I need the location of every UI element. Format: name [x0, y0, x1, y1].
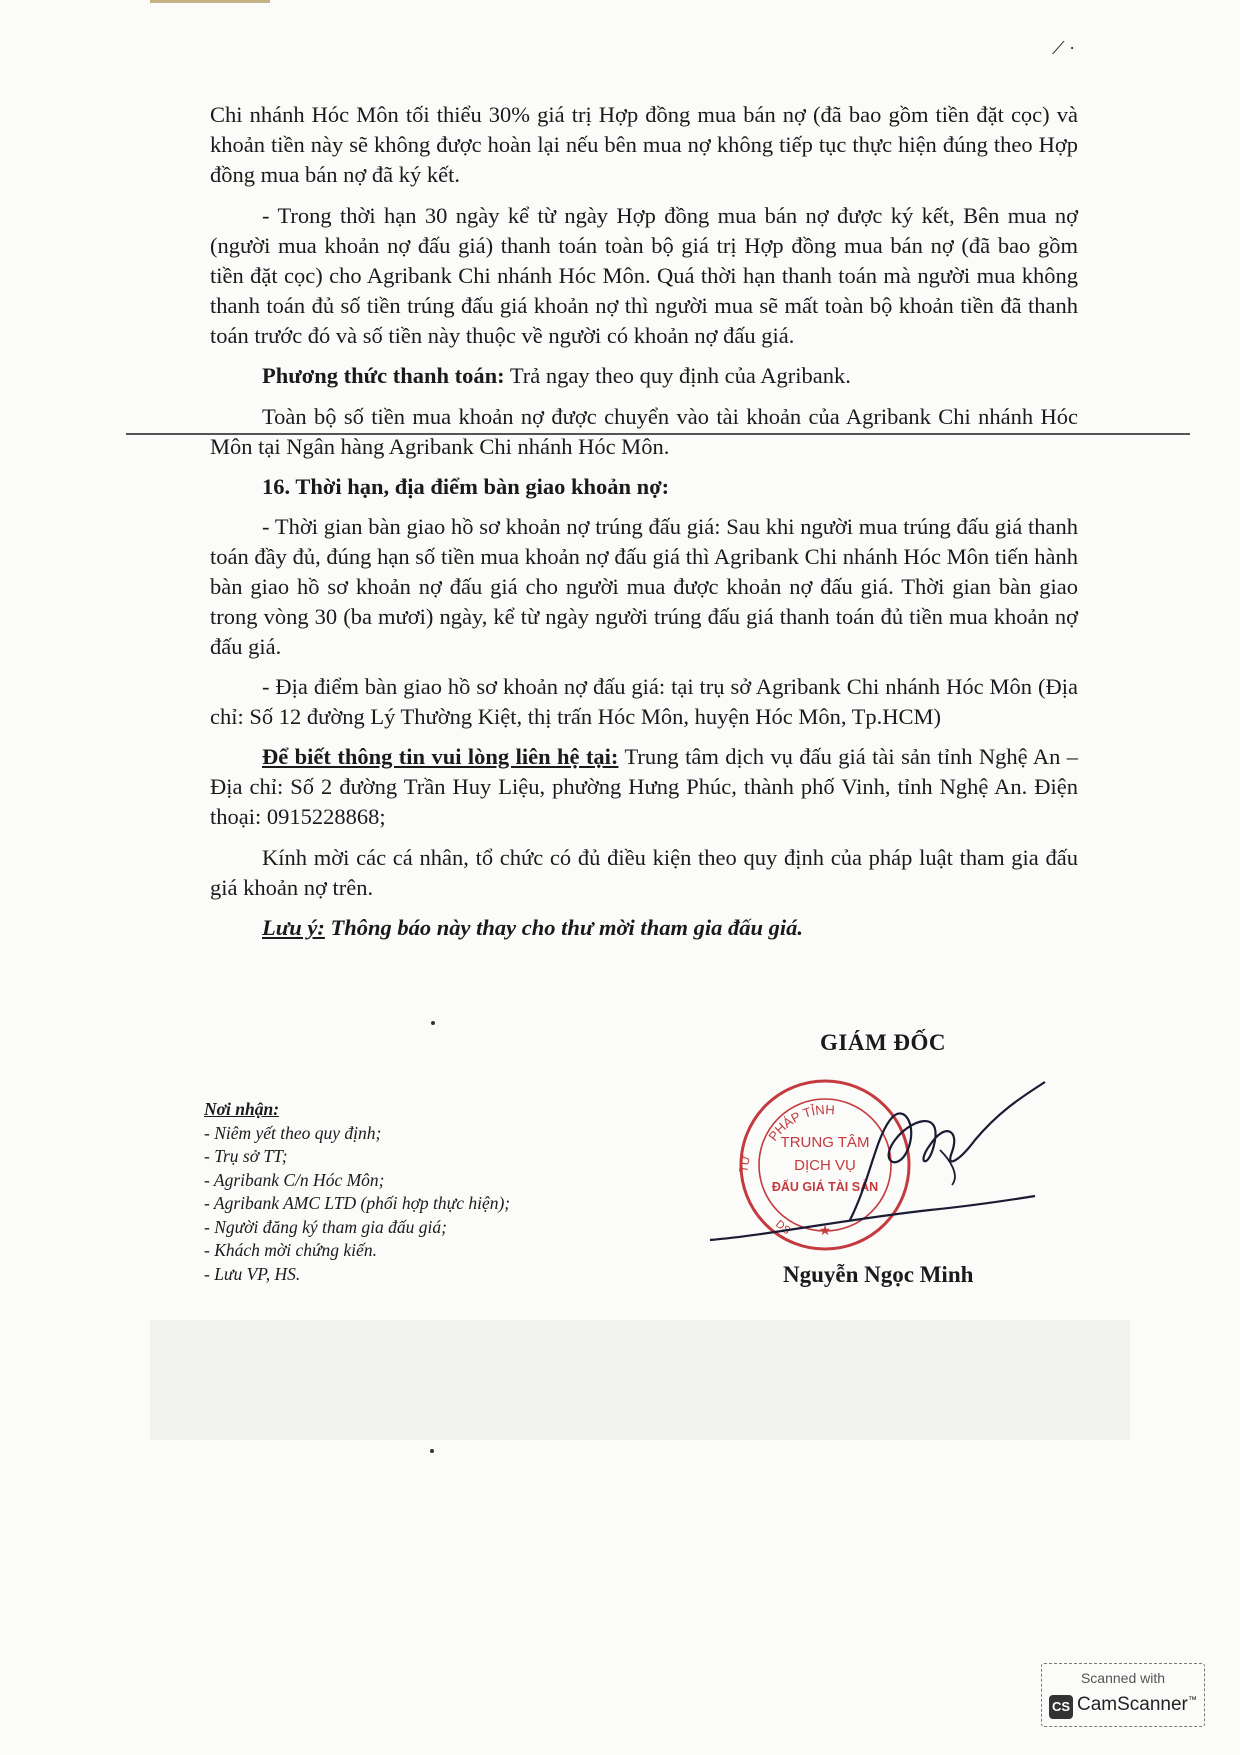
camscanner-logo-icon: CS: [1049, 1695, 1073, 1719]
paragraph-deposit: Chi nhánh Hóc Môn tối thiểu 30% giá trị Hợp đồng mua bán nợ (đã bao gồm tiền đặt cọc) và khoản tiền này sẽ không được hoàn lại nếu bên mua nợ không tiếp tục thực hiện đúng theo Hợp đồng mua bán nợ đã ký kết.: [210, 102, 1078, 187]
note-text: Thông báo này thay cho thư mời tham gia đấu giá.: [324, 915, 803, 940]
contact-label: Để biết thông tin vui lòng liên hệ tại:: [262, 744, 619, 769]
section-16-heading: 16. Thời hạn, địa điểm bàn giao khoản nợ:: [262, 474, 670, 499]
seal-line-2: DỊCH VỤ: [794, 1157, 856, 1174]
document-body: [210, 100, 1078, 943]
paragraph-handover-time: - Thời gian bàn giao hồ sơ khoản nợ trúng đấu giá: Sau khi người mua trúng đấu giá thanh toán đầy đủ, đúng hạn số tiền mua khoản nợ đấu giá thì Agribank Chi nhánh Hóc Môn tiến hành bàn giao hồ sơ khoản nợ đấu giá cho người mua được khoản nợ đấu giá. Thời gian bàn giao trong vòng 30 (ba mươi) ngày, kể từ ngày người trúng đấu giá thanh toán đủ tiền mua khoản nợ đấu giá.: [210, 514, 1078, 659]
recipients-heading: Nơi nhận:: [204, 1099, 280, 1119]
director-title: GIÁM ĐỐC: [820, 1030, 947, 1055]
recipient-item: - Khách mời chứng kiến.: [204, 1240, 377, 1260]
paragraph-payment-method: [210, 361, 1078, 391]
seal-line-3: ĐẤU GIÁ TÀI SẢN: [771, 1180, 879, 1194]
scan-speck: [430, 1449, 434, 1453]
recipient-item: - Niêm yết theo quy định;: [204, 1122, 382, 1143]
show-through-shadow: [150, 1320, 1130, 1440]
scan-speck: [431, 1021, 435, 1025]
scan-crease-line: [126, 433, 1190, 435]
note-label: Lưu ý:: [262, 915, 325, 940]
paragraph-payment-deadline: - Trong thời hạn 30 ngày kể từ ngày Hợp đồng mua bán nợ được ký kết, Bên mua nợ (người mua khoản nợ đấu giá) thanh toán toàn bộ giá trị Hợp đồng mua bán nợ (đã bao gồm tiền đặt cọc) cho Agribank Chi nhánh Hóc Môn. Quá thời hạn thanh toán mà người mua không thanh toán đủ số tiền trúng đấu giá khoản nợ thì người mua sẽ mất toàn bộ khoản tiền đã thanh toán trước đó và số tiền này thuộc về người có khoản nợ đấu giá.: [210, 203, 1078, 348]
seal-top-arc-text: PHÁP TỈNH: [765, 1101, 836, 1144]
watermark-brand-name: CamScanner: [1077, 1694, 1188, 1715]
payment-method-text: Trả ngay theo quy định của Agribank.: [504, 363, 851, 388]
recipient-item: - Người đăng ký tham gia đấu giá;: [204, 1216, 447, 1237]
paragraph-invitation: Kính mời các cá nhân, tổ chức có đủ điều kiện theo quy định của pháp luật tham gia đấu giá khoản nợ trên.: [210, 845, 1078, 900]
payment-method-label: Phương thức thanh toán:: [262, 363, 505, 388]
watermark-brand: [1077, 1694, 1197, 1716]
scan-artifact: ⟋ ·: [1052, 38, 1076, 58]
recipient-item: - Agribank AMC LTD (phối hợp thực hiện);: [204, 1193, 511, 1213]
seal-left-arc-text: TƯ: [736, 1153, 754, 1174]
recipients-block: [204, 1098, 510, 1286]
scan-edge-mark: [150, 0, 270, 3]
paragraph-account-transfer: Toàn bộ số tiền mua khoản nợ được chuyển vào tài khoản của Agribank Chi nhánh Hóc Môn tại Ngân hàng Agribank Chi nhánh Hóc Môn.: [210, 404, 1078, 459]
recipient-item: - Lưu VP, HS.: [204, 1263, 301, 1284]
camscanner-watermark: [1041, 1663, 1205, 1727]
paragraph-handover-location: - Địa điểm bàn giao hồ sơ khoản nợ đấu giá: tại trụ sở Agribank Chi nhánh Hóc Môn (Địa chỉ: Số 12 đường Lý Thường Kiệt, thị trấn Hóc Môn, huyện Hóc Môn, Tp.HCM): [210, 674, 1078, 729]
signer-name: Nguyễn Ngọc Minh: [783, 1262, 974, 1287]
contact-text: Trung tâm dịch vụ đấu giá tài sản tỉnh Nghệ An – Địa chỉ: Số 2 đường Trần Huy Liệu, phường Hưng Phúc, thành phố Vinh, tỉnh Nghệ An. Điện thoại: 0915228868;: [210, 744, 1079, 829]
paragraph-contact: [210, 742, 1078, 832]
paragraph-note: [210, 913, 1078, 943]
recipient-item: - Agribank C/n Hóc Môn;: [204, 1169, 385, 1190]
seal-line-1: TRUNG TÂM: [780, 1134, 870, 1151]
watermark-tm: ™: [1187, 1694, 1197, 1705]
seal-code: DS: [773, 1218, 793, 1238]
handwritten-signature: [690, 1060, 1060, 1260]
recipient-item: - Trụ sở TT;: [204, 1146, 288, 1166]
watermark-caption: Scanned with: [1080, 1670, 1166, 1686]
seal-star-icon: ★: [818, 1223, 832, 1239]
